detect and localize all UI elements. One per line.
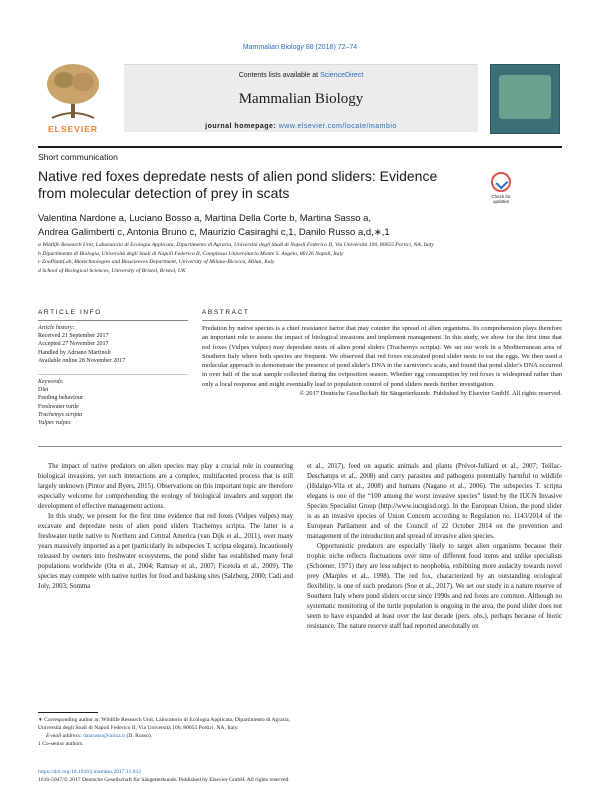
- keyword-item: Vulpes vulpes: [38, 420, 71, 427]
- footnotes: [38, 716, 293, 748]
- body-left-column: [38, 462, 293, 592]
- abstract-bottom-rule: [38, 446, 562, 447]
- keyword-item: Diet: [38, 387, 49, 394]
- affiliation-d: d School of Biological Sciences, University of Bristol, Bristol, UK: [38, 267, 186, 274]
- affiliation-b: b Dipartimento di Biologia, Università degli Studi di Napoli Federico II, Complesso Universitario Monte S. Angelo, 80126 Napoli, Italy: [38, 250, 344, 257]
- contents-line: [124, 72, 478, 79]
- body-paragraph: In this study, we present for the first time evidence that red foxes (Vulpes vulpes) may excavate and depredate nests of alien pond sliders Trachemys scripta. The latter is a freshwater turtle native to Northern and Central America (van Dijk et al., 2011), over many years massively imported as a pet (particularly its subspecies T. scripta elegans). Incautiously released by owners into freshwater ecosystems, the pond slider has established many feral populations worldwide (Ota et al., 2004; Ramsay et al., 2007; Ficetola et al., 2009). The species may compete with native turtles for food and basking sites (Salzberg, 2000; Cadi and Joly, 2003; Somma: [38, 513, 293, 590]
- keyword-item: Freshwater turtle: [38, 403, 79, 410]
- article-history: [38, 324, 188, 365]
- abstract-rule: [202, 320, 562, 321]
- affiliation-a: a Wildlife Research Unit, Laboratorio di Ecologia Applicata, Dipartimento di Agraria, Università degli Studi di Napoli Federico II, Via Università 100, 80055 Portici, NA, Italy: [38, 242, 434, 248]
- article-title: Native red foxes depredate nests of alien pond sliders: Evidence from molecular detection of prey in scats: [38, 168, 438, 201]
- author-list: [38, 212, 468, 240]
- co-senior-note: 1 Co-senior authors.: [38, 741, 84, 747]
- email-suffix: (D. Russo).: [126, 733, 153, 739]
- doi-link[interactable]: https://doi.org/10.1016/j.mambio.2017.11.012: [38, 769, 142, 775]
- check-updates-icon: [491, 172, 511, 192]
- abstract-heading: ABSTRACT: [202, 309, 250, 316]
- journal-reference[interactable]: Mammalian Biology 88 (2018) 72–74: [242, 44, 358, 51]
- affiliations: [38, 241, 562, 275]
- sciencedirect-link[interactable]: ScienceDirect: [320, 72, 364, 79]
- abstract-copyright: © 2017 Deutsche Gesellschaft für Säugetierkunde. Published by Elsevier GmbH. All rights reserved.: [299, 390, 562, 398]
- body-right-column: [307, 462, 562, 632]
- article-type: Short communication: [38, 152, 118, 162]
- body-paragraph: et al., 2017), feed on aquatic animals and plants (Prévot-Julliard et al., 2007; Teillac-Deschamps et al., 2008) and carry parasites and pathogens potentially harmful to wildlife (Hidalgo-Vila et al., 2008) and humans (Nagano et al., 2006). The subspecies T. scripta elegans is one of the “100 among the worst invasive species” listed by the IUCN Invasive Species Specialist Group (http://www.iucngisd.org). In the European Union, the pond slider is as an invasive species of Union Concern according to Regulation no. 1143/2014 of the European Parliament and of the Council of 22 October 2014 on the prevention and management of the introduction and spread of invasive alien species.: [307, 463, 562, 540]
- masthead-center: [124, 64, 478, 132]
- check-updates-label: Check for updates: [491, 194, 511, 204]
- history-received: Received 21 September 2017: [38, 333, 109, 340]
- authors-line-2: Andrea Galimberti c, Antonia Bruno c, Maurizio Casiraghi c,1, Danilo Russo a,d,∗,1: [38, 227, 390, 238]
- issn-line: 1616-5047/© 2017 Deutsche Gesellschaft für Säugetierkunde. Published by Elsevier GmbH. All rights reserved.: [38, 777, 290, 783]
- elsevier-tree-logo-icon: [38, 60, 108, 134]
- homepage-prefix: journal homepage:: [205, 123, 277, 130]
- article-info-heading: ARTICLE INFO: [38, 309, 102, 316]
- keyword-item: Trachemys scripta: [38, 411, 83, 418]
- bottom-lines: [38, 768, 562, 784]
- email-link[interactable]: danrusso@unina.it: [83, 733, 126, 739]
- corresponding-author-note: ∗ Corresponding author at: Wildlife Research Unit, Laboratorio di Ecologia Applicata, Dipartimento di Agraria, Università degli Studi di Napoli Federico II, Via Università 100, 80055 Portici, NA, Italy.: [38, 717, 290, 731]
- abstract-body: [202, 324, 562, 398]
- affiliation-c: c ZooPlantLab, Biotechnologies and Biosciences Department, University of Milano-Bicocca, Milan, Italy: [38, 259, 275, 265]
- email-line: [38, 732, 293, 740]
- body-paragraph: Opportunistic predators are especially likely to target alien organisms because their trophic niche reflects fluctuations over time of different food items and unlike specialists (Schoener, 1971) they are less subject to neophobia, exhibiting more audacity towards novel prey (Marples et al., 1998). The red fox, characterized by an outstanding ecological flexibility, is one of such predators (Soe et al., 2017). We set our study in a nature reserve of Southern Italy where pond sliders occur since 1990s and red foxes are common. Although no systematic monitoring of the turtle population is ongoing in the area, the pond slider does not seem to have expanded at least over the last decade (pers. obs.), perhaps because of biotic resistance. The nature reserve staff had reported anecdotally on: [307, 543, 562, 630]
- journal-title: Mammalian Biology: [238, 91, 364, 107]
- journal-homepage: [124, 123, 478, 130]
- keyword-item: Feeding behaviour: [38, 395, 83, 402]
- body-paragraph: The impact of native predators on alien species may play a crucial role in countering biological invasions, yet such interactions are a complex, multifaceted process that is still largely unknown (Pintor and Byers, 2015). Observations on this important topic are therefore especially welcome for comprehending the ecology of biological invaders and support the development of effective management actions.: [38, 463, 293, 510]
- masthead: [38, 60, 562, 138]
- history-label: Article history:: [38, 325, 75, 331]
- homepage-link[interactable]: www.elsevier.com/locate/mambio: [278, 123, 397, 130]
- cover-photo: [499, 75, 551, 119]
- publisher-logo-text: ELSEVIER: [47, 124, 99, 134]
- history-handled: Handled by Adriano Martinoli: [38, 349, 111, 356]
- check-for-updates-button[interactable]: [488, 172, 514, 204]
- email-label: E-mail address:: [46, 733, 82, 739]
- authors-line-1: Valentina Nardone a, Luciano Bosso a, Martina Della Corte b, Martina Sasso a,: [38, 213, 372, 224]
- keywords: [38, 378, 188, 427]
- keywords-rule: [38, 374, 188, 375]
- history-accepted: Accepted 27 November 2017: [38, 341, 109, 348]
- keywords-label: Keywords:: [38, 379, 64, 385]
- journal-cover-image: [490, 64, 560, 134]
- history-available: Available online 28 November 2017: [38, 357, 126, 364]
- footnote-rule: [38, 712, 98, 713]
- abstract-text: Predation by native species is a chief resistance factor that may counter the spread of alien organisms. Its comprehension plays therefore an important role to assess the impact of biological invasions and implement management. In this study, we show for the first time that red foxes (Vulpes vulpes) may depredate nests of alien pond sliders (Trachemys scripta). We set our work in a Mediterranean area of Southern Italy where both species are frequent. We observed that red foxes excavated pond slider nests to eat the eggs. We then used a molecular approach to demonstrate the presence of pond slider's DNA in the carnivore's scats, and found that pond slider's DNA occurred in over half of the scat sample collected during the oviposition season. Whether egg consumption by red foxes is widespread rather than only a local response and might eventually lead to population control of pond sliders needs further investigation.: [202, 325, 562, 388]
- contents-prefix: Contents lists available at: [238, 72, 319, 79]
- header-rule: [38, 146, 562, 148]
- article-info-rule: [38, 320, 188, 321]
